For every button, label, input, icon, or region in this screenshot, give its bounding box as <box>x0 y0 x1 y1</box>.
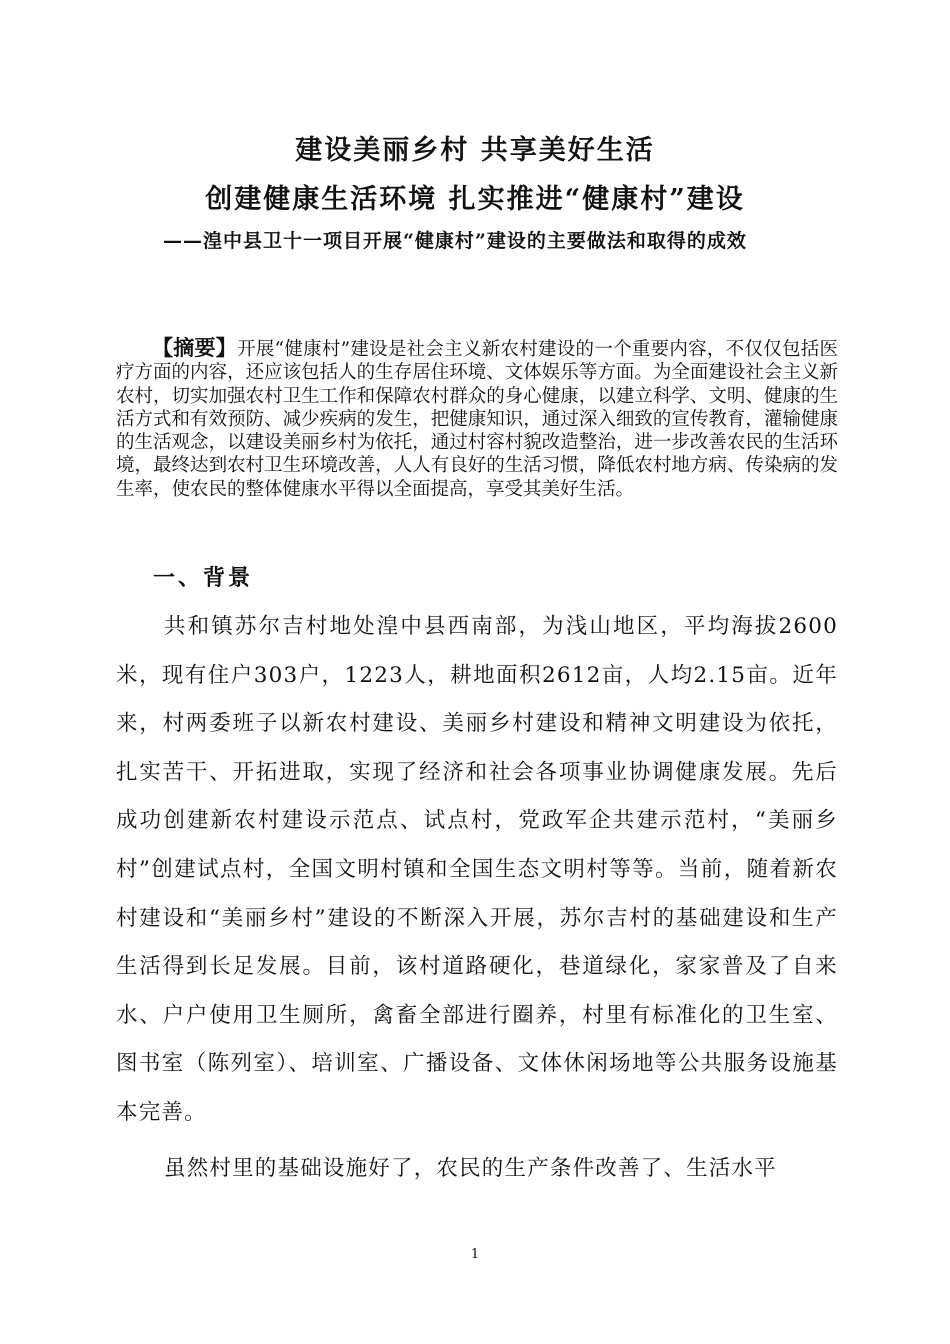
document-title-line-2: 创建健康生活环境 扎实推进“健康村”建设 <box>205 184 745 215</box>
document-title-line-1: 建设美丽乡村 共享美好生活 <box>295 135 655 166</box>
page-number: 1 <box>470 1247 480 1262</box>
abstract-text: 开展“健康村”建设是社会主义新农村建设的一个重要内容，不仅仅包括医疗方面的内容，还应该包括人的生存居住环境、文体娱乐等方面。为全面建设社会主义新农村，切实加强农村卫生工作和保障农村群众的身心健康，以建立科学、文明、健康的生活方式和有效预防、减少疾病的发生，把健康知识，通过深入细致的宣传教育，灌输健康的生活观念，以建设美丽乡村为依托，通过村容村貌改造整治，进一步改善农民的生活环境，最终达到农村卫生环境改善，人人有良好的生活习惯，降低农村地方病、传染病的发生率，使农民的整体健康水平得以全面提高，享受其美好生活。 <box>116 339 839 500</box>
section-heading-background: 一、背景 <box>153 565 254 591</box>
abstract-paragraph <box>116 336 838 501</box>
body-paragraph-2: 虽然村里的基础设施好了，农民的生产条件改善了、生活水平 <box>164 1156 777 1181</box>
document-subtitle: ——湟中县卫十一项目开展“健康村”建设的主要做法和取得的成效 <box>163 230 747 252</box>
abstract-label: 【摘要】 <box>152 335 238 360</box>
body-paragraph-1: 共和镇苏尔吉村地处湟中县西南部，为浅山地区，平均海拔2600米，现有住户303户，1223人，耕地面积2612亩，人均2.15亩。近年来，村两委班子以新农村建设、美丽乡村建设和精神文明建设为依托，扎实苦干、开拓进取，实现了经济和社会各项事业协调健康发展。先后成功创建新农村建设示范点、试点村，党政军企共建示范村，“美丽乡村”创建试点村，全国文明村镇和全国生态文明村等等。当前，随着新农村建设和“美丽乡村”建设的不断深入开展，苏尔吉村的基础建设和生产生活得到长足发展。目前，该村道路硬化，巷道绿化，家家普及了自来水、户户使用卫生厕所，禽畜全部进行圈养，村里有标准化的卫生室、图书室（陈列室）、培训室、广播设备、文体休闲场地等公共服务设施基本完善。 <box>116 614 838 1125</box>
